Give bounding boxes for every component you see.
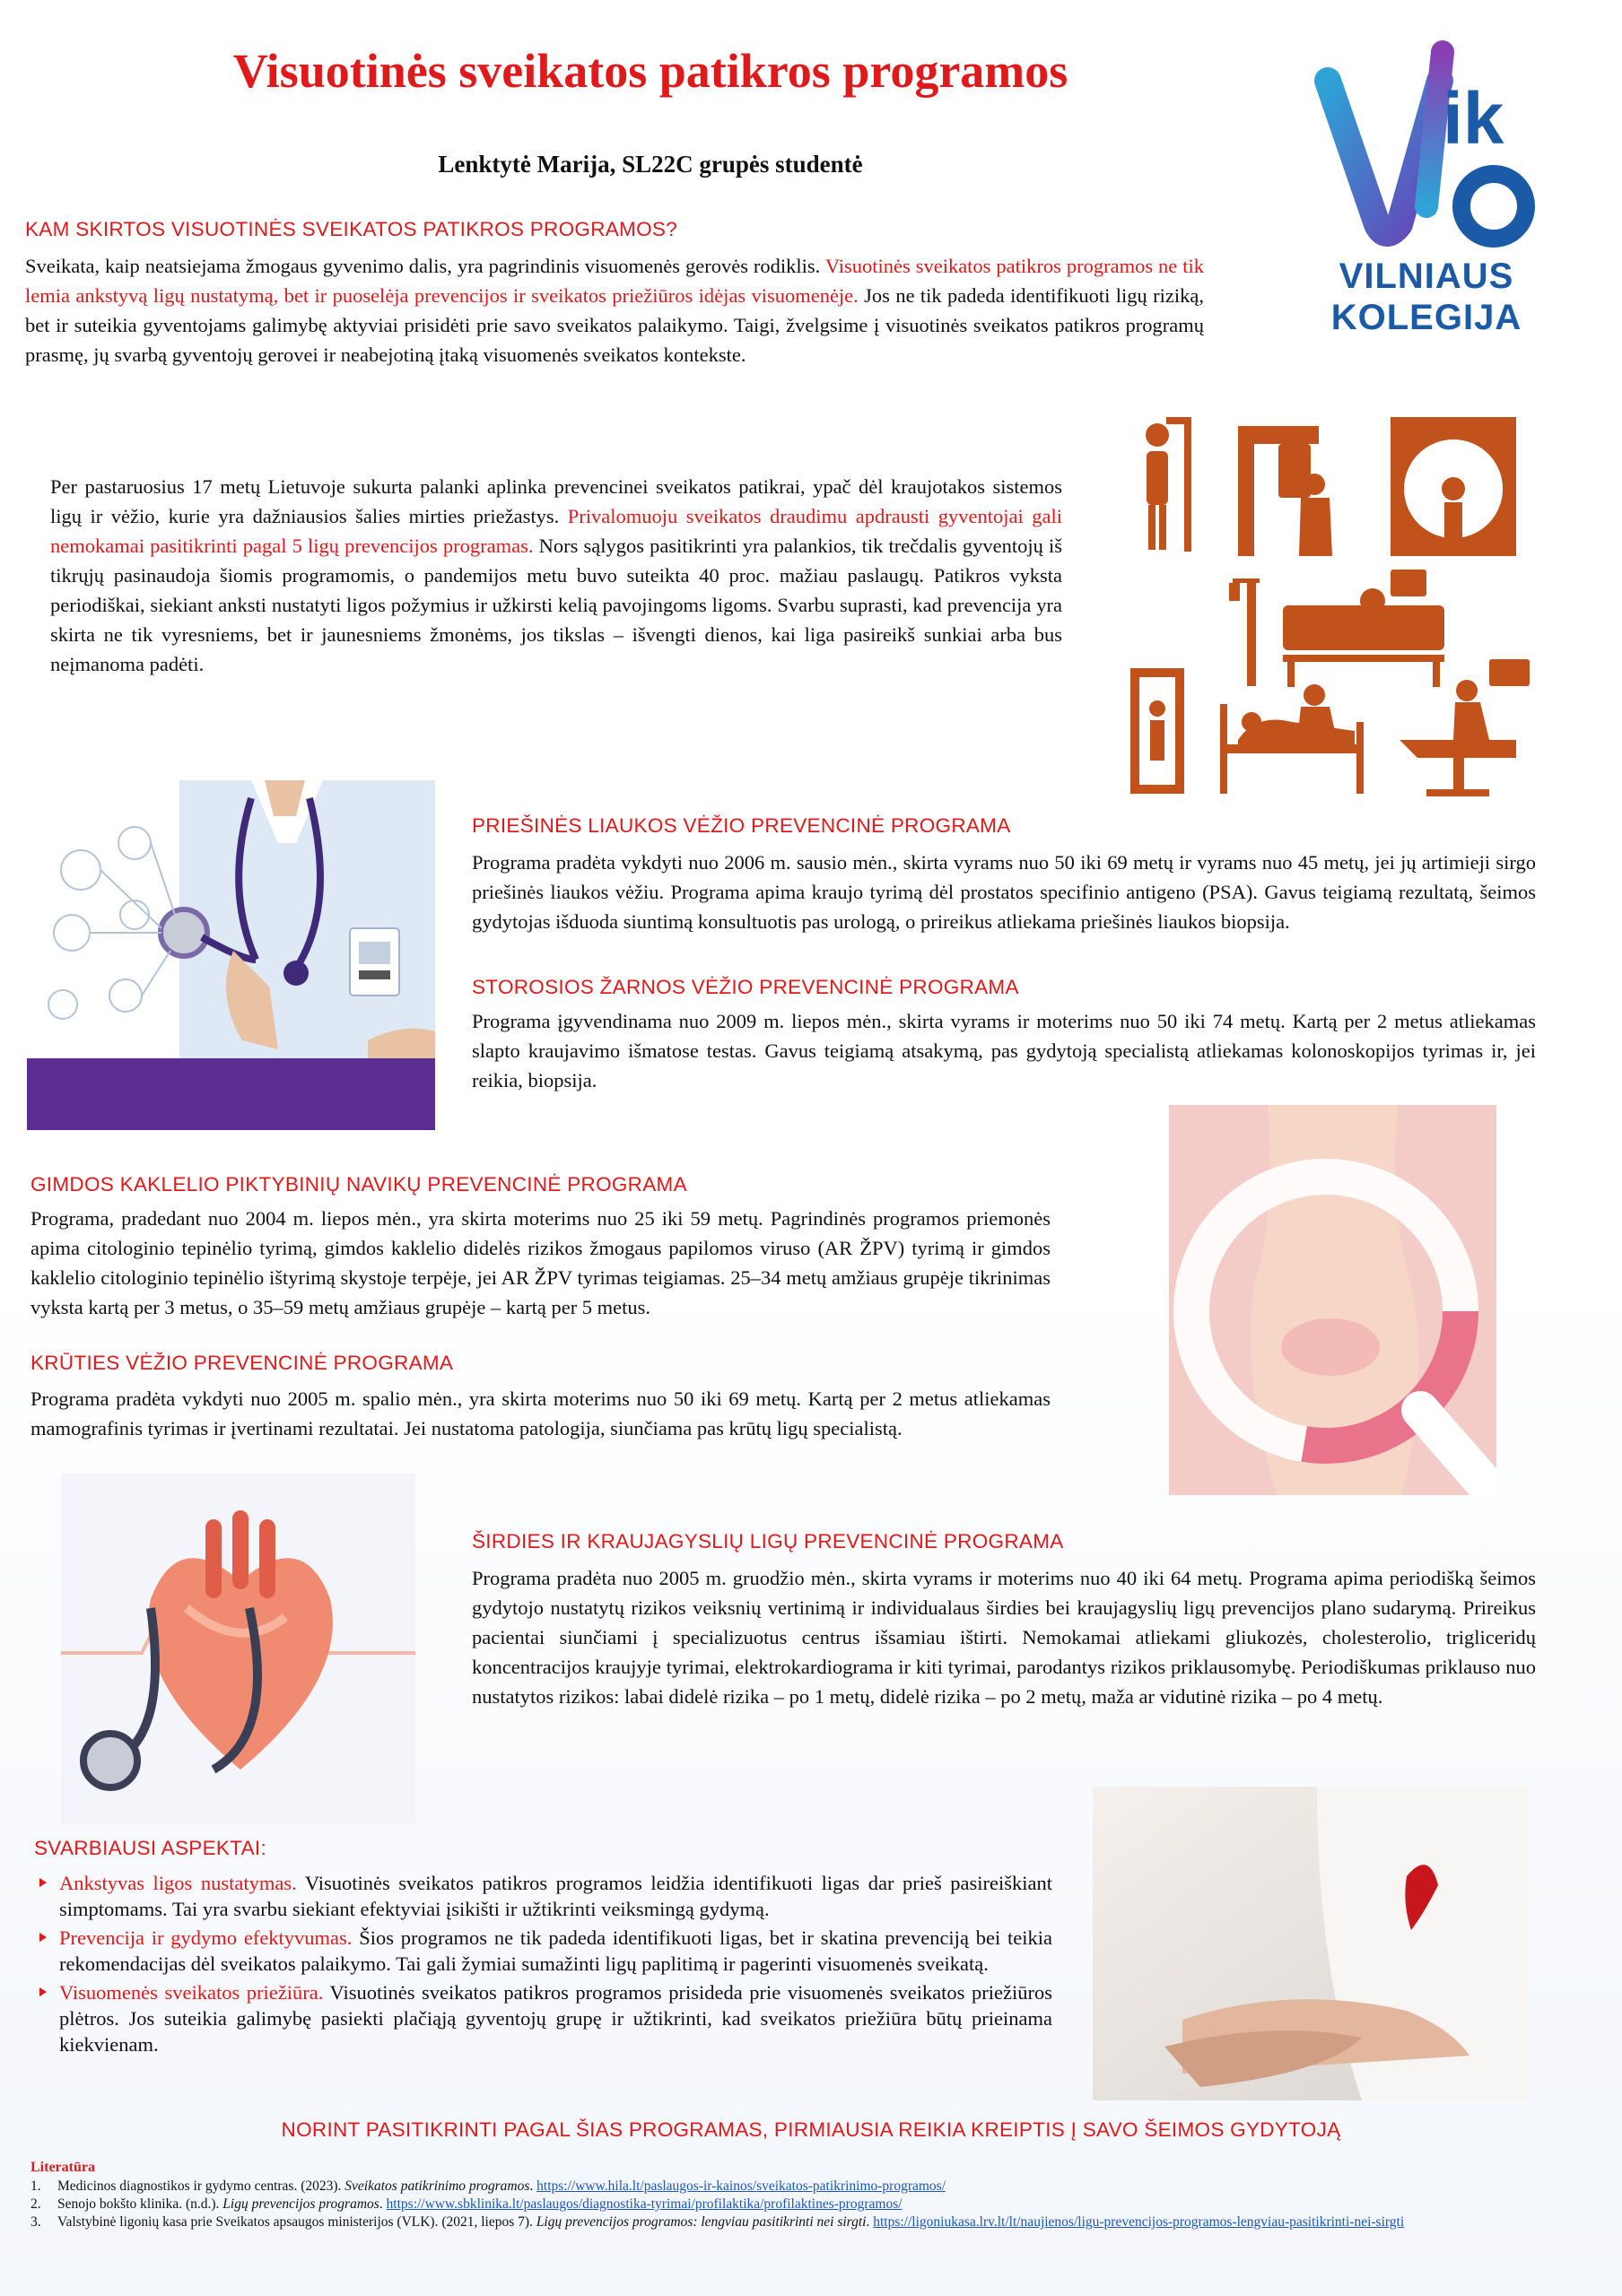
section2-paragraph xyxy=(50,472,1062,679)
list-item: Ankstyvas ligos nustatymas. Visuotinės sveikatos patikros programos leidžia identifikuoti ligas dar prieš pasireiškiant simptomams. Tai yra svarbu siekiant efektyviai įsikišti ir užtikrinti veiksmingą gydymą. xyxy=(34,1870,1052,1922)
magnifier-body-icon xyxy=(1169,1105,1496,1495)
literature-list xyxy=(31,2178,1600,2231)
colon-paragraph: Programa įgyvendinama nuo 2009 m. liepos mėn., skirta vyrams ir moterims nuo 50 iki 74 metų. Kartą per 2 metus atliekamas slapto kraujavimo išmatose testas. Gavus teigiamą atsakymą, pas gydytoją specialistą atliekamas kolonoskopijos tyrimas ir, jei reikia, biopsija. xyxy=(472,1010,1536,1091)
heart-icon xyxy=(61,1474,415,1823)
colon-heading: STOROSIOS ŽARNOS VĖŽIO PREVENCINĖ PROGRAMA xyxy=(472,976,1019,998)
intro-heading: KAM SKIRTOS VISUOTINĖS SVEIKATOS PATIKROS PROGRAMOS? xyxy=(25,218,678,240)
logo-mark-icon xyxy=(1292,27,1561,251)
call-to-action: NORINT PASITIKRINTI PAGAL ŠIAS PROGRAMAS, PIRMIAUSIA REIKIA KREIPTIS Į SAVO ŠEIMOS GYDYTOJĄ xyxy=(281,2118,1341,2141)
heart-heading: ŠIRDIES IR KRAUJAGYSLIŲ LIGŲ PREVENCINĖ PROGRAMA xyxy=(472,1530,1064,1552)
intro-text-highlight: Visuotinės sveikatos patikros programos ne tik lemia ankstyvą ligų nustatymą, bet ir puoselėja prevencijos ir sveikatos priežiūros idėjas visuomenėje. xyxy=(25,255,1204,307)
care-hands-photo xyxy=(1093,1787,1528,2100)
intro-text-start: Sveikata, kaip neatsiejama žmogaus gyvenimo dalis, yra pagrindinis visuomenės gerovės rodiklis. xyxy=(25,255,825,277)
doctor-icon xyxy=(27,780,435,1130)
intro-paragraph xyxy=(25,251,1204,370)
section2-text-end: Nors sąlygos pasitikrinti yra palankios, tik trečdalis gyventojų iš tikrųjų pasinaudoja šiomis programomis, o pandemijos metu buvo suteikta 40 proc. mažiau paslaugų. Patikros vyksta periodiškai, siekiant anksti nustatyti ligos požymius ir užkirsti kelią pavojingoms ligoms. Svarbu suprasti, kad prevencija yra skirta ne tik vyresniems, bet ir jaunesniems žmonėms, jos tikslas – išvengti dienos, kai liga pasireikš sunkiai arba bus neįmanoma padėti. xyxy=(50,535,1062,675)
reference-link[interactable]: https://www.hila.lt/paslaugos-ir-kainos/sveikatos-patikrinimo-programos/ xyxy=(536,2179,946,2194)
poster-author: Lenktytė Marija, SL22C grupės studentė xyxy=(438,151,863,178)
logo-word-kolegija: KOLEGIJA xyxy=(1330,298,1522,337)
vilniaus-kolegija-logo xyxy=(1292,27,1561,368)
care-hands-icon xyxy=(1093,1787,1528,2100)
intro-text-end: Jos ne tik padeda identifikuoti ligų riziką, bet ir suteikia gyventojams galimybę aktyviai prisidėti prie savo sveikatos palaikymo. Taigi, žvelgsime į visuotinės sveikatos patikros programų prasmę, jų svarbą gyventojų gerovei ir neabejotiną įtaką visuomenės sveikatos kontekste. xyxy=(25,284,1204,366)
breast-paragraph: Programa pradėta vykdyti nuo 2005 m. spalio mėn., yra skirta moterims nuo 50 iki 69 metų. Kartą per 2 metus atliekamas mamografinis tyrimas ir įvertinami rezultatai. Jei nustatoma patologija, siunčiama pas krūtų ligų specialistą. xyxy=(31,1387,1051,1439)
poster-title: Visuotinės sveikatos patikros programos xyxy=(232,44,1068,98)
heart-stethoscope-illustration xyxy=(61,1474,415,1823)
doctor-stethoscope-illustration xyxy=(27,780,435,1130)
cervix-heading: GIMDOS KAKLELIO PIKTYBINIŲ NAVIKŲ PREVENCINĖ PROGRAMA xyxy=(31,1173,687,1196)
list-item: 2. Senojo bokšto klinika. (n.d.). Ligų prevencijos programos. https://www.sbklinika.lt/paslaugos/diagnostika-tyrimai/profilaktika/profilaktines-programos/ xyxy=(31,2196,903,2212)
prostate-paragraph: Programa pradėta vykdyti nuo 2006 m. sausio mėn., skirta vyrams nuo 50 iki 69 metų ir vyrams nuo 45 metų, jei jų artimieji sirgo priešinės liaukos vėžiu. Programa apima kraujo tyrimą dėl prostatos specifinio antigeno (PSA). Gavus teigiamą rezultatą, šeimos gydytojas išduoda siuntimą konsultuotis pas urologą, o prireikus atliekama priešinės liaukos biopsija. xyxy=(472,851,1536,933)
medical-equipment-icons xyxy=(1121,399,1534,812)
cervix-paragraph: Programa, pradedant nuo 2004 m. liepos mėn., yra skirta moterims nuo 25 iki 59 metų. Pagrindinės programos priemonės apima citologinio tepinėlio tyrimą, gimdos kaklelio didelės rizikos žmogaus papilomos viruso (AR ŽPV) tyrimą ir gimdos kaklelio citologinio tepinėlio ištyrimą skystoje terpėje, jei AR ŽPV tyrimas teigiamas. 25–34 metų amžiaus grupėje tikrinimas vyksta kartą per 3 metus, o 35–59 metų amžiaus grupėje – kartą per 5 metus. xyxy=(31,1207,1051,1318)
reference-link[interactable]: https://ligoniukasa.lrv.lt/lt/naujienos/ligu-prevencijos-programos-lengviau-pasitikrinti-nei-sirgti xyxy=(873,2214,1405,2230)
list-item: Prevencija ir gydymo efektyvumas. Šios programos ne tik padeda identifikuoti ligas, bet ir skatina prevenciją bei teikia rekomendacijas dėl sveikatos palaikymo. Tai gali žymiai sumažinti ligų paplitimą ir pagerinti visuomenės sveikatą. xyxy=(34,1925,1052,1977)
prostate-heading: PRIEŠINĖS LIAUKOS VĖŽIO PREVENCINĖ PROGRAMA xyxy=(472,814,1011,837)
list-item: 3. Valstybinė ligonių kasa prie Sveikatos apsaugos ministerijos (VLK). (2021, liepos 7). Ligų prevencijos programos: lengviau pasitikrinti nei sirgti. https://ligoniukasa.lrv.lt/lt/naujienos/ligu-prevencijos-programos-lengviau-pasitikrinti-nei-sirgti xyxy=(31,2214,1405,2230)
breast-heading: KRŪTIES VĖŽIO PREVENCINĖ PROGRAMA xyxy=(31,1352,454,1374)
list-item: 1. Medicinos diagnostikos ir gydymo centras. (2023). Sveikatos patikrinimo programos. https://www.hila.lt/paslaugos-ir-kainos/sveikatos-patikrinimo-programos/ xyxy=(31,2179,946,2194)
heart-paragraph: Programa pradėta nuo 2005 m. gruodžio mėn., skirta vyrams ir moterims nuo 40 iki 64 metų. Programa apima periodišką šeimos gydytojo nustatytų rizikos veiksnių vertinimą ir individualaus širdies bei kraujagyslių ligų prevencijos plano sudarymą. Prireikus pacientai siunčiami į specializuotus centrus išsamiau ištirti. Nemokamai atliekami gliukozės, cholesterolio, trigliceridų koncentracijos kraujyje tyrimai, elektrokardiograma ir kiti tyrimai, parodantys rizikos priklausomybę. Periodiškumas priklauso nuo nustatytos rizikos: labai didelė rizika – po 1 metų, didelė rizika – po 2 metų, maža ar vidutinė rizika – po 4 metų. xyxy=(472,1567,1536,1708)
section2-text-start: Per pastaruosius 17 metų Lietuvoje sukurta palanki aplinka prevencinei sveikatos patikrai, ypač dėl kraujotakos sistemos ligų ir vėžio, kurie yra dažniausios šalies mirties priežastys. xyxy=(50,475,1062,527)
svg-text:ik: ik xyxy=(1443,78,1504,160)
womens-health-illustration xyxy=(1169,1105,1496,1495)
section2-text-highlight: Privalomuoju sveikatos draudimu apdrausti gyventojai gali nemokamai pasitikrinti pagal 5 ligų prevencijos programas. xyxy=(50,505,1062,557)
reference-link[interactable]: https://www.sbklinika.lt/paslaugos/diagnostika-tyrimai/profilaktika/profilaktines-programos/ xyxy=(386,2196,903,2212)
logo-word-vilniaus: VILNIAUS xyxy=(1339,257,1514,296)
literature-heading: Literatūra xyxy=(31,2160,95,2175)
list-item: Visuomenės sveikatos priežiūra. Visuotinės sveikatos patikros programos prisideda prie visuomenės sveikatos priežiūros plėtros. Jos suteikia galimybę pasiekti plačiąją gyventojų grupę ir užtikrinti, kad sveikatos priežiūra būtų prieinama kiekvienam. xyxy=(34,1979,1052,2057)
aspects-heading: SVARBIAUSI ASPEKTAI: xyxy=(34,1837,267,1859)
aspects-list xyxy=(34,1870,1052,2060)
medical-equipment-illustration xyxy=(1121,399,1534,812)
